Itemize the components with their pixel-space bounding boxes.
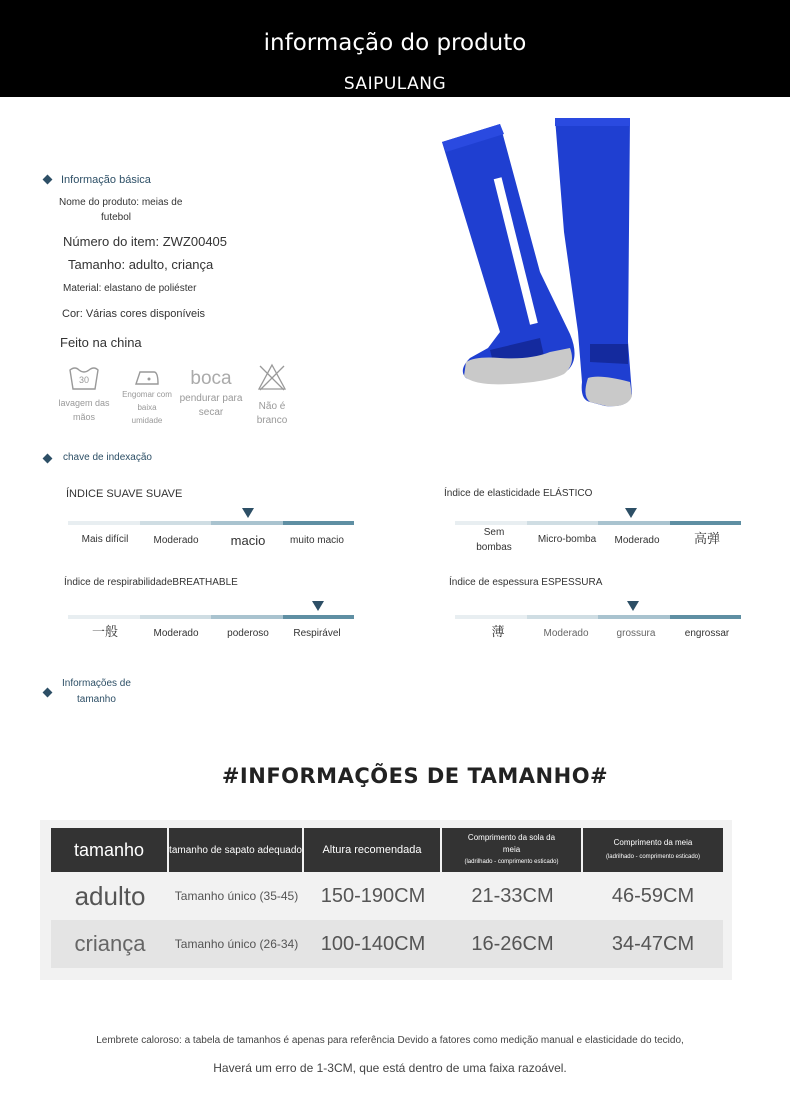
thick-index-scale	[455, 615, 741, 619]
header-sole-line1: Comprimento da sola da	[467, 833, 556, 842]
row-size: criança	[74, 931, 146, 956]
thick-index-marker-icon	[627, 601, 639, 611]
soft-level-3: macio	[230, 533, 266, 548]
care-iron-low	[121, 366, 173, 427]
header-sole-note: (ladrilhado - comprimento esticado)	[464, 859, 559, 865]
product-size: Tamanho: adulto, criança	[68, 257, 214, 272]
care-label: umidade	[131, 416, 163, 425]
size-info-heading-line1: Informações de	[62, 678, 131, 689]
breath-level-3: poderoso	[227, 628, 269, 639]
soft-level-1: Mais difícil	[81, 534, 129, 545]
row-sole: 21-33CM	[471, 884, 554, 907]
index-heading: chave de indexação	[63, 452, 152, 463]
header-height: Altura recomendada	[304, 828, 442, 872]
scale-segment	[140, 615, 212, 619]
product-origin: Feito na china	[60, 335, 142, 350]
care-label: mãos	[72, 412, 95, 422]
header-size: tamanho	[51, 828, 169, 872]
scale-segment	[283, 615, 355, 619]
table-row	[51, 874, 723, 918]
care-hang-dry	[178, 366, 244, 420]
product-color: Cor: Várias cores disponíveis	[62, 308, 206, 320]
size-note-line1: Lembrete caloroso: a tabela de tamanhos é apenas para referência Devido a fatores como medição manual e elasticidade do tecido,	[96, 1035, 684, 1046]
care-label: Engomar com	[122, 390, 172, 399]
scale-segment	[140, 521, 212, 525]
wash-30-icon	[67, 364, 101, 392]
soft-index-marker-icon	[242, 508, 254, 518]
scale-segment	[670, 521, 742, 525]
thick-level-3: grossura	[616, 628, 656, 639]
section-marker-icon	[43, 175, 53, 185]
header-banner	[0, 0, 790, 97]
product-material: Material: elastano de poliéster	[63, 283, 197, 294]
section-marker-icon	[43, 688, 53, 698]
elastic-index-title: Índice de elasticidade ELÁSTICO	[444, 488, 593, 499]
product-name-line2: futebol	[101, 212, 132, 223]
soft-level-4: muito macio	[290, 535, 344, 546]
soft-index-title: ÍNDICE SUAVE SUAVE	[66, 488, 183, 500]
product-name-line1: Nome do produto: meias de	[59, 197, 183, 208]
scale-segment	[527, 521, 599, 525]
elastic-level-1: Sem bombas	[476, 527, 512, 553]
breath-index-title: Índice de respirabilidadeBREATHABLE	[64, 577, 238, 588]
header-sole-line2: meia	[502, 845, 521, 854]
scale-segment	[527, 615, 599, 619]
elastic-level-4: 高弹	[693, 531, 720, 546]
breath-level-4: Respirável	[293, 628, 341, 639]
soft-level-2: Moderado	[153, 535, 199, 546]
row-length: 46-59CM	[611, 884, 695, 907]
header-length-line1: Comprimento da meia	[613, 838, 693, 847]
elastic-index-marker-icon	[625, 508, 637, 518]
table-row	[51, 920, 723, 968]
soft-index-scale	[68, 521, 354, 525]
item-number: Número do item: ZWZ00405	[63, 234, 228, 249]
row-length: 34-47CM	[611, 932, 695, 955]
hang-dry-icon: boca	[190, 368, 232, 389]
header-length	[583, 828, 723, 872]
size-note-line2: Haverá um erro de 1-3CM, que está dentro de uma faixa razoável.	[213, 1061, 567, 1075]
row-shoe: Tamanho único (26-34)	[174, 937, 299, 951]
breath-level-1: 一般	[91, 624, 118, 639]
breath-index-marker-icon	[312, 601, 324, 611]
care-label: lavagem das	[58, 398, 110, 408]
scale-segment	[211, 521, 283, 525]
scale-segment	[211, 615, 283, 619]
breath-level-2: Moderado	[153, 628, 199, 639]
sock-left	[442, 124, 575, 383]
svg-text:30: 30	[78, 375, 90, 385]
row-height: 150-190CM	[320, 884, 426, 907]
product-image-socks	[430, 112, 650, 412]
care-label: pendurar para	[179, 393, 243, 404]
size-table-header	[51, 828, 723, 872]
row-size: adulto	[74, 880, 146, 911]
scale-segment	[598, 615, 670, 619]
thick-index-title: Índice de espessura ESPESSURA	[449, 577, 603, 588]
care-label: secar	[198, 407, 224, 418]
breath-index-scale	[68, 615, 354, 619]
care-hand-wash	[56, 364, 112, 424]
row-shoe: Tamanho único (35-45)	[174, 889, 299, 903]
iron-low-icon	[132, 366, 162, 388]
basic-info-heading: Informação básica	[61, 174, 151, 186]
size-table	[40, 820, 732, 980]
thick-level-4: engrossar	[684, 628, 730, 639]
header-shoe: tamanho de sapato adequado	[169, 828, 304, 872]
row-sole: 16-26CM	[471, 932, 554, 955]
thick-level-2: Moderado	[543, 628, 589, 639]
header-length-note: (ladrilhado - comprimento esticado)	[605, 854, 701, 860]
scale-segment	[598, 521, 670, 525]
care-label: Não é branco	[256, 401, 288, 426]
brand-name: SAIPULANG	[343, 74, 447, 94]
row-height: 100-140CM	[320, 932, 426, 955]
scale-segment	[68, 615, 140, 619]
care-label: baixa	[137, 403, 157, 412]
no-bleach-icon	[256, 362, 288, 392]
elastic-level-3: Moderado	[614, 535, 660, 546]
thick-level-1: 薄	[491, 624, 505, 639]
scale-segment	[670, 615, 742, 619]
size-table-title: #INFORMAÇÕES DE TAMANHO#	[221, 764, 609, 788]
scale-segment	[283, 521, 355, 525]
section-marker-icon	[43, 454, 53, 464]
elastic-level-2: Micro-bomba	[537, 534, 597, 545]
page-title: informação do produto	[263, 30, 527, 56]
size-info-heading-line2: tamanho	[77, 694, 116, 705]
scale-segment	[68, 521, 140, 525]
header-sole	[442, 828, 583, 872]
care-no-bleach	[243, 362, 301, 428]
scale-segment	[455, 615, 527, 619]
